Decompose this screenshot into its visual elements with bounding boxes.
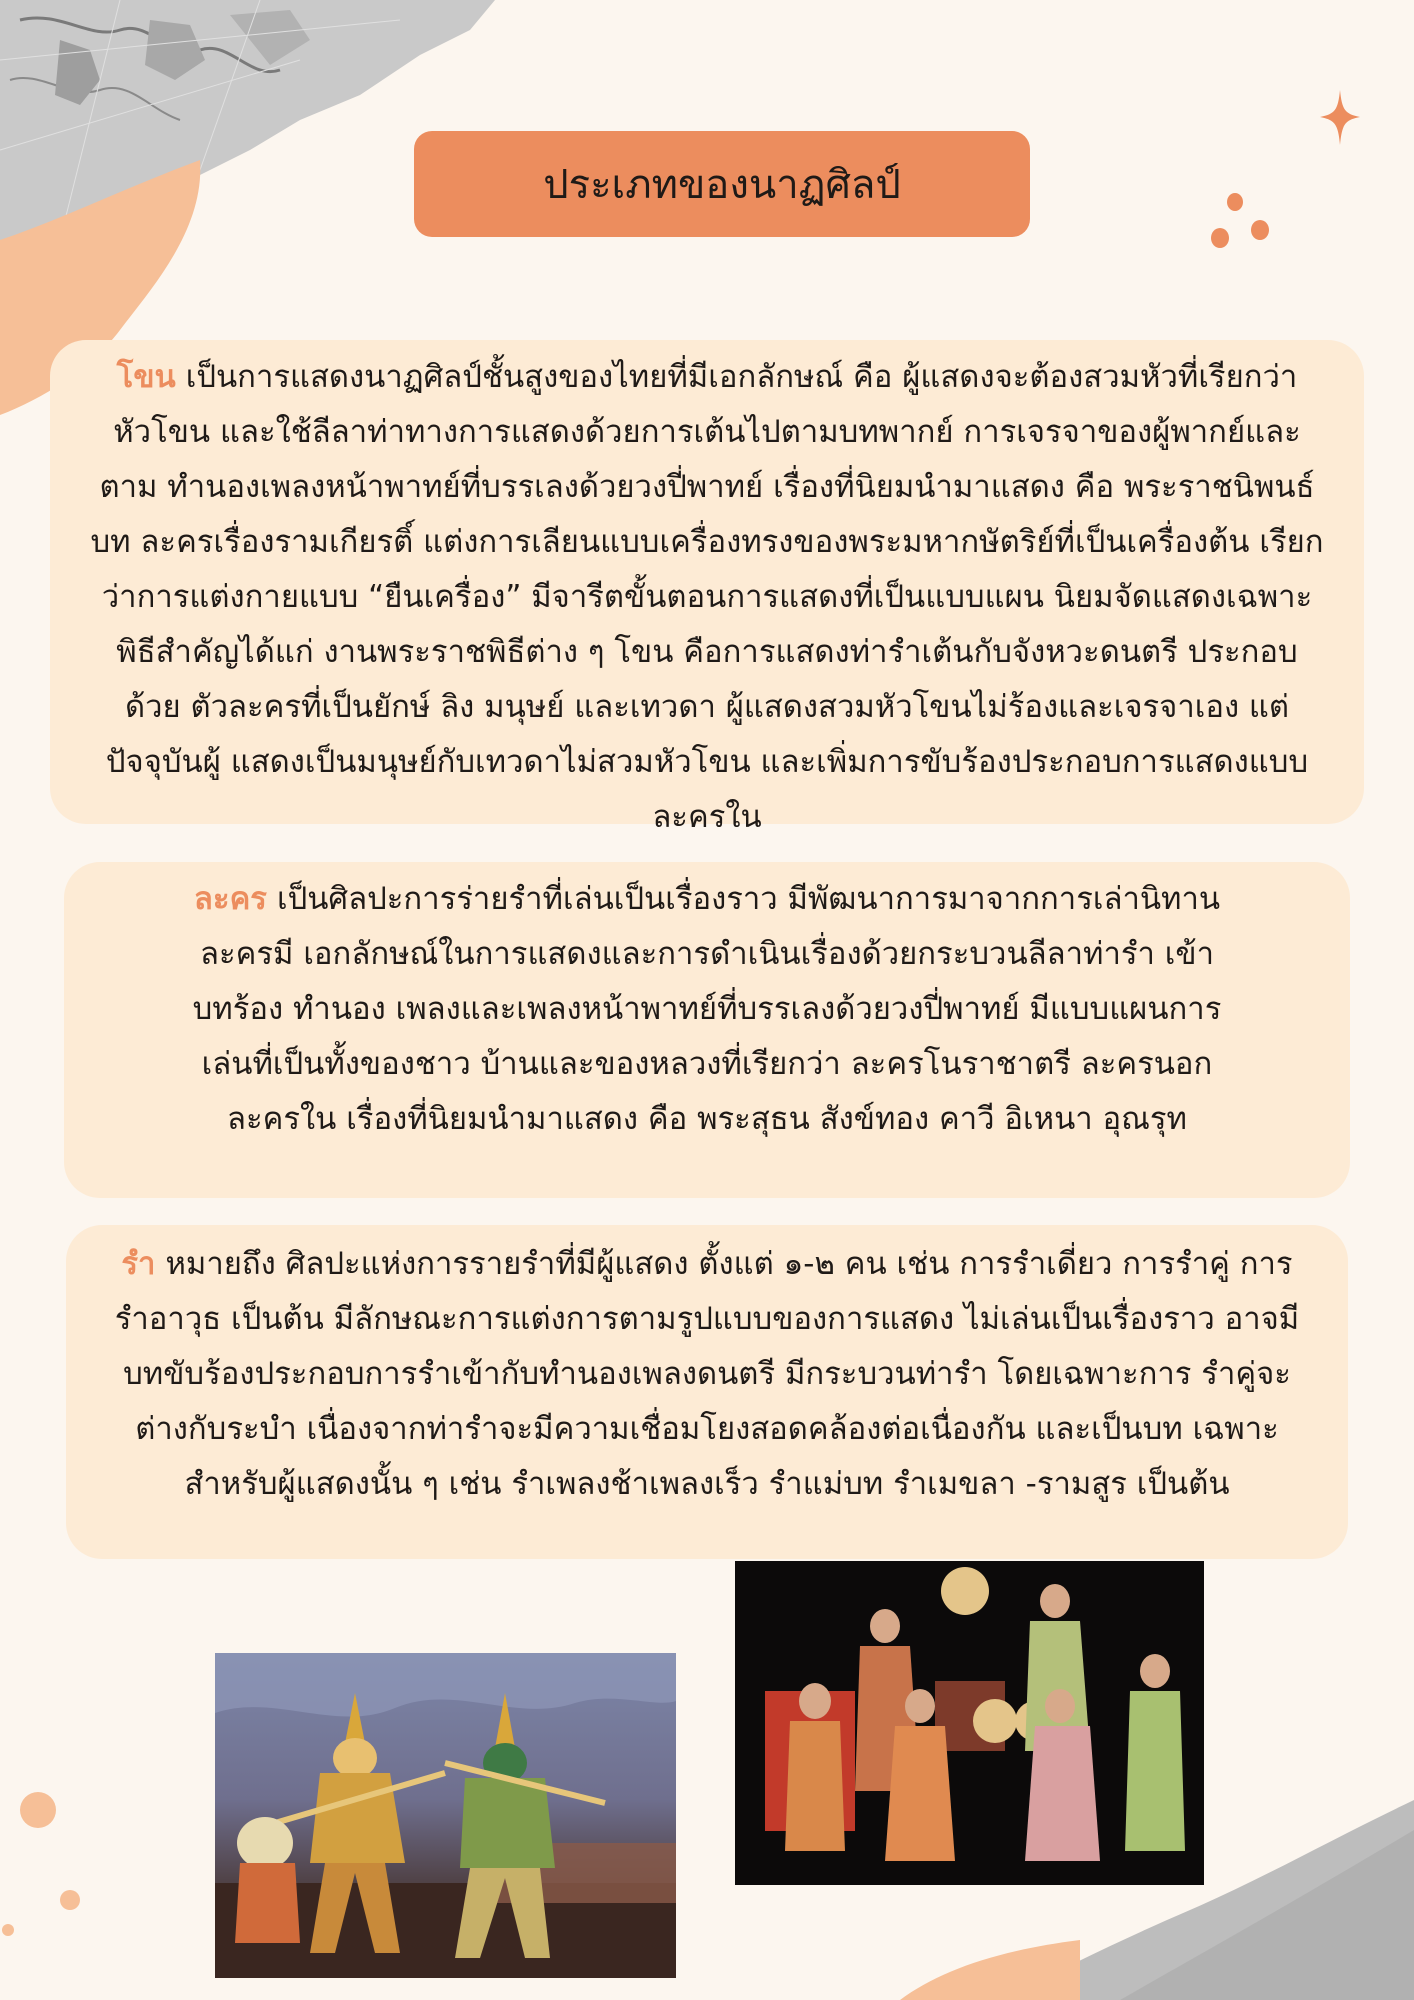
dots-decoration xyxy=(1205,190,1275,255)
peach-blob-bottom xyxy=(900,1940,1080,2000)
section-keyword: ละคร xyxy=(193,881,267,917)
page-title: ประเภทของนาฏศิลป์ xyxy=(543,162,901,208)
section-paragraph xyxy=(106,1237,1308,1512)
section-card-lakhon xyxy=(64,862,1350,1198)
section-keyword: โขน xyxy=(116,359,176,395)
dancers-with-fans-photo xyxy=(735,1561,1204,1885)
section-paragraph xyxy=(90,350,1324,845)
section-paragraph xyxy=(184,872,1230,1147)
section-card-ram xyxy=(66,1225,1348,1559)
khon-performance-photo xyxy=(215,1653,676,1978)
section-keyword: รำ xyxy=(121,1246,156,1282)
section-card-khon xyxy=(50,340,1364,835)
dots-decoration-bottom xyxy=(0,1780,200,2000)
section-text: หมายถึง ศิลปะแห่งการรายรำที่มีผู้แสดง ตั้งแต่ ๑-๒ คน เช่น การรำเดี่ยว การรำคู่ การรำอาวุธ เป็นต้น มีลักษณะการแต่งการตามรูปแบบของการแสดง ไม่เล่นเป็นเรื่องราว อาจมีบทขับร้องประกอบการรำเข้ากับทำนองเพลงดนตรี มีกระบวนท่ารำ โดยเฉพาะการ รำคู่จะต่างกับระบำ เนื่องจากท่ารำจะมีความเชื่อมโยงสอดคล้องต่อเนื่องกัน และเป็นบท เฉพาะสำหรับผู้แสดงนั้น ๆ เช่น รำเพลงช้าเพลงเร็ว รำแม่บท รำเมขลา -รามสูร เป็นต้น xyxy=(114,1246,1300,1502)
section-text: เป็นการแสดงนาฏศิลป์ชั้นสูงของไทยที่มีเอกลักษณ์ คือ ผู้แสดงจะต้องสวมหัวที่เรียกว่า หัวโขน และใช้ลีลาท่าทางการแสดงด้วยการเต้นไปตามบทพากย์ การเจรจาของผู้พากย์และตาม ทำนองเพลงหน้าพาทย์ที่บรรเลงด้วยวงปี่พาทย์ เรื่องที่นิยมนำมาแสดง คือ พระราชนิพนธ์บท ละครเรื่องรามเกียรติ์ แต่งการเลียนแบบเครื่องทรงของพระมหากษัตริย์ที่เป็นเครื่องต้น เรียก ว่าการแต่งกายแบบ “ยืนเครื่อง” มีจารีตขั้นตอนการแสดงที่เป็นแบบแผน นิยมจัดแสดงเฉพาะ พิธีสำคัญได้แก่ งานพระราชพิธีต่าง ๆ โขน คือการแสดงท่ารำเต้นกับจังหวะดนตรี ประกอบด้วย ตัวละครที่เป็นยักษ์ ลิง มนุษย์ และเทวดา ผู้แสดงสวมหัวโขนไม่ร้องและเจรจาเอง แต่ปัจจุบันผู้ แสดงเป็นมนุษย์กับเทวดาไม่สวมหัวโขน และเพิ่มการขับร้องประกอบการแสดงแบบละครใน xyxy=(90,359,1324,835)
sparkle-icon xyxy=(1320,90,1360,145)
section-text: เป็นศิลปะการร่ายรำที่เล่นเป็นเรื่องราว มีพัฒนาการมาจากการเล่านิทาน ละครมี เอกลักษณ์ในการแสดงและการดำเนินเรื่องด้วยกระบวนลีลาท่ารำ เข้าบทร้อง ทำนอง เพลงและเพลงหน้าพาทย์ที่บรรเลงด้วยวงปี่พาทย์ มีแบบแผนการเล่นที่เป็นทั้งของชาว บ้านและของหลวงที่เรียกว่า ละครโนราชาตรี ละครนอก ละครใน เรื่องที่นิยมนำมาแสดง คือ พระสุธน สังข์ทอง คาวี อิเหนา อุณรุท xyxy=(192,881,1222,1137)
title-banner xyxy=(414,131,1030,237)
